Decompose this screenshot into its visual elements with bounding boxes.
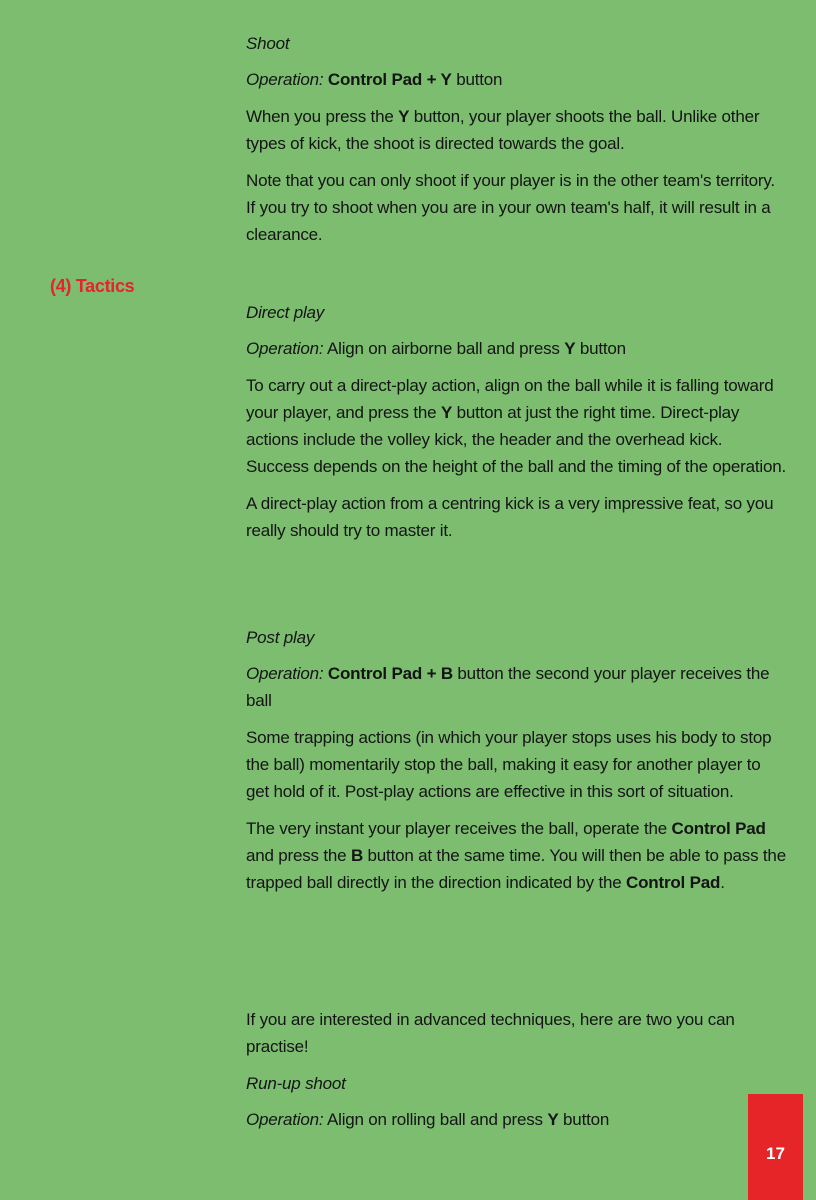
direct-play-title: Direct play [246,303,325,322]
post-play-paragraph-2: The very instant your player receives the ball, operate the Control Pad and press the B button at the same time. You will then be able to pass the trapped ball directly in the direction indicated by the Control Pad. [246,819,786,892]
advanced-section [246,1006,786,1133]
direct-play-section [246,299,786,554]
direct-play-paragraph-2: A direct-play action from a centring kick is a very impressive feat, so you really should try to master it. [246,494,774,540]
shoot-section [246,30,786,258]
operation-label: Operation: [246,70,324,89]
operation-keys: Control Pad + Y [327,70,452,89]
post-play-paragraph-1: Some trapping actions (in which your player stops uses his body to stop the ball) momentarily stop the ball, making it easy for another player to get hold of it. Post-play actions are effective in this sort of situation. [246,728,772,801]
operation-label: Operation: [246,1110,324,1129]
section-heading-tactics: (4) Tactics [50,276,135,296]
run-up-shoot-operation: Operation: Align on rolling ball and press Y button [246,1110,610,1129]
operation-rest: button [451,70,503,89]
shoot-paragraph-2: Note that you can only shoot if your player is in the other team's territory. If you try to shoot when you are in your own team's half, it will result in a clearance. [246,171,775,244]
shoot-paragraph-1: When you press the Y button, your player shoots the ball. Unlike other types of kick, the shoot is directed towards the goal. [246,107,760,153]
page-number: 17 [766,1144,785,1163]
post-play-section [246,624,786,906]
advanced-intro: If you are interested in advanced techniques, here are two you can practise! [246,1010,735,1056]
operation-label: Operation: [246,339,324,358]
post-play-operation: Operation: Control Pad + B button the second your player receives the ball [246,664,770,710]
post-play-title: Post play [246,628,315,647]
direct-play-paragraph-1: To carry out a direct-play action, align on the ball while it is falling toward your player, and press the Y button at just the right time. Direct-play actions include the volley kick, the header and the overhead kick. Success depends on the height of the ball and the timing of the operation. [246,376,786,476]
shoot-operation [246,66,786,93]
page-number-tab [748,1094,803,1200]
run-up-shoot-title: Run-up shoot [246,1074,346,1093]
direct-play-operation: Operation: Align on airborne ball and press Y button [246,339,626,358]
operation-label: Operation: [246,664,324,683]
shoot-title: Shoot [246,34,290,53]
